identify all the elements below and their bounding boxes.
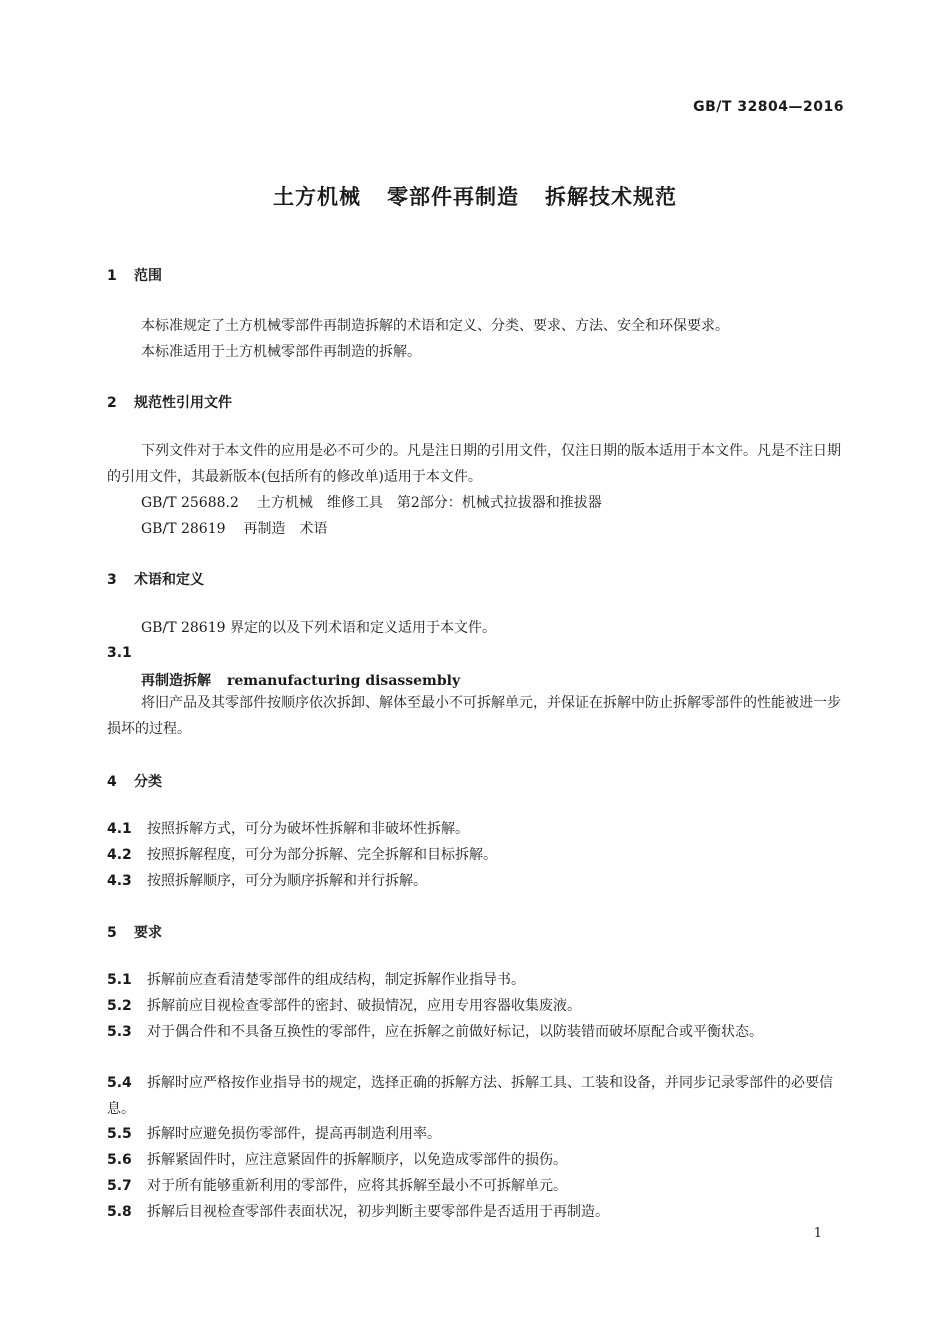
section-number: 4 xyxy=(107,774,117,790)
section-heading-4 xyxy=(107,771,162,791)
clause-text: 拆解前应查看清楚零部件的组成结构，制定拆解作业指导书。 xyxy=(147,972,525,988)
clause-text: 对于偶合件和不具备互换性的零部件，应在拆解之前做好标记，以防装错而破坏原配合或平衡状态。 xyxy=(147,1024,763,1040)
title-part-2: 零部件再制造 xyxy=(387,185,519,209)
page-number: 1 xyxy=(813,1226,822,1241)
section-heading-3 xyxy=(107,569,204,589)
section-heading-1 xyxy=(107,265,162,285)
section-number: 1 xyxy=(107,268,117,284)
term-english: remanufacturing disassembly xyxy=(227,673,461,689)
paragraph: GB/T 28619 界定的以及下列术语和定义适用于本文件。 xyxy=(141,620,496,636)
clause-text: 拆解时应严格按作业指导书的规定，选择正确的拆解方法、拆解工具、工装和设备，并同步记录零部件的必要信息。 xyxy=(107,1075,833,1117)
clause-number: 4.2 xyxy=(107,847,132,863)
reference-code: GB/T 25688.2 xyxy=(141,495,239,511)
section-title: 术语和定义 xyxy=(134,572,204,588)
title-part-1: 土方机械 xyxy=(273,185,361,209)
clause xyxy=(107,1199,845,1225)
title-part-3: 拆解技术规范 xyxy=(545,185,677,209)
clause-number: 5.3 xyxy=(107,1024,132,1040)
clause-number: 5.4 xyxy=(107,1075,132,1091)
reference-code: GB/T 28619 xyxy=(141,521,226,537)
section-heading-5 xyxy=(107,922,162,942)
clause-text: 拆解紧固件时，应注意紧固件的拆解顺序，以免造成零部件的损伤。 xyxy=(147,1152,567,1168)
normative-reference xyxy=(141,492,602,512)
term-entry xyxy=(141,670,460,690)
clause-number: 5.8 xyxy=(107,1204,132,1220)
clause xyxy=(107,993,845,1019)
clause xyxy=(107,967,845,993)
clause-text: 拆解前应目视检查零部件的密封、破损情况，应用专用容器收集废液。 xyxy=(147,998,581,1014)
section-heading-2 xyxy=(107,392,232,412)
clause-number: 5.7 xyxy=(107,1178,132,1194)
clause xyxy=(107,1173,845,1199)
section-number: 5 xyxy=(107,925,117,941)
clause xyxy=(107,816,845,842)
section-number: 3 xyxy=(107,572,117,588)
clause-text: 按照拆解方式，可分为破坏性拆解和非破坏性拆解。 xyxy=(147,821,469,837)
clause-number: 5.1 xyxy=(107,972,132,988)
clause-number: 4.3 xyxy=(107,873,132,889)
clause xyxy=(107,1019,845,1045)
document-title xyxy=(0,181,950,211)
clause-number: 5.6 xyxy=(107,1152,132,1168)
reference-title: 土方机械 维修工具 第2部分：机械式拉拔器和推拔器 xyxy=(256,495,602,511)
section-number: 2 xyxy=(107,395,117,411)
clause-text: 拆解时应避免损伤零部件，提高再制造利用率。 xyxy=(147,1126,441,1142)
paragraph: 下列文件对于本文件的应用是必不可少的。凡是注日期的引用文件，仅注日期的版本适用于本文件。凡是不注日期的引用文件，其最新版本(包括所有的修改单)适用于本文件。 xyxy=(107,443,841,485)
clause-text: 按照拆解顺序，可分为顺序拆解和并行拆解。 xyxy=(147,873,427,889)
term-definition: 将旧产品及其零部件按顺序依次拆卸、解体至最小不可拆解单元，并保证在拆解中防止拆解零部件的性能被进一步损坏的过程。 xyxy=(107,695,841,737)
clause xyxy=(107,1121,845,1147)
paragraph: 本标准规定了土方机械零部件再制造拆解的术语和定义、分类、要求、方法、安全和环保要求。 xyxy=(141,318,729,334)
clause-number: 4.1 xyxy=(107,821,132,837)
clause-number: 5.2 xyxy=(107,998,132,1014)
standard-code: GB/T 32804—2016 xyxy=(693,99,844,115)
reference-title: 再制造 术语 xyxy=(243,521,328,537)
section-title: 范围 xyxy=(134,268,162,284)
clause xyxy=(107,1147,845,1173)
paragraph: 本标准适用于土方机械零部件再制造的拆解。 xyxy=(141,344,421,360)
clause-number: 5.5 xyxy=(107,1126,132,1142)
clause-text: 对于所有能够重新利用的零部件，应将其拆解至最小不可拆解单元。 xyxy=(147,1178,567,1194)
clause xyxy=(107,868,845,894)
clause-text: 按照拆解程度，可分为部分拆解、完全拆解和目标拆解。 xyxy=(147,847,497,863)
clause xyxy=(107,842,845,868)
section-title: 规范性引用文件 xyxy=(134,395,232,411)
clause xyxy=(107,1070,845,1122)
normative-reference xyxy=(141,518,328,538)
clause-text: 拆解后目视检查零部件表面状况，初步判断主要零部件是否适用于再制造。 xyxy=(147,1204,609,1220)
section-title: 要求 xyxy=(134,925,162,941)
term-chinese: 再制造拆解 xyxy=(141,673,211,689)
section-title: 分类 xyxy=(134,774,162,790)
term-number: 3.1 xyxy=(107,645,132,661)
